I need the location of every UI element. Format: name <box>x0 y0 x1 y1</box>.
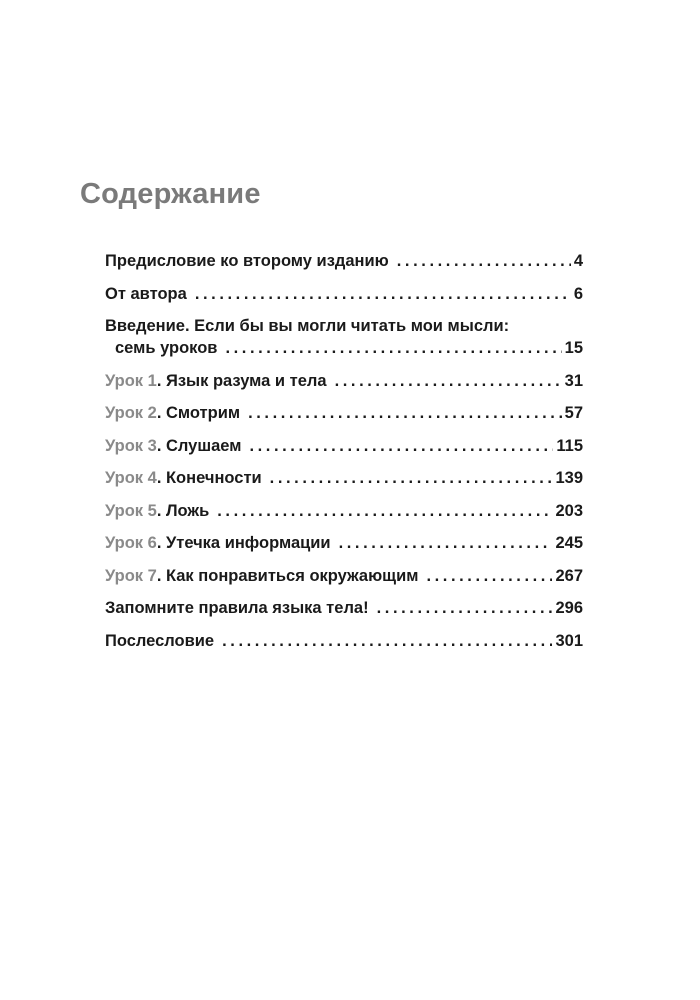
toc-entry-text: . Слушаем <box>156 436 242 455</box>
lesson-label: Урок 4 <box>105 469 157 487</box>
lesson-label: Урок 5 <box>105 501 157 520</box>
toc-entry-text: . Ложь <box>156 501 210 520</box>
toc-page-number: 203 <box>555 501 583 520</box>
dot-leader <box>195 283 571 305</box>
toc-page-number: 6 <box>573 284 583 303</box>
dot-leader <box>270 467 553 489</box>
toc-page-number: 31 <box>564 371 583 390</box>
dot-leader <box>249 435 553 457</box>
toc-page-number: 57 <box>564 404 583 422</box>
lesson-label: Урок 6 <box>105 534 157 552</box>
toc-entry-text: . Утечка информации <box>156 534 331 552</box>
toc-page-number: 4 <box>573 252 583 270</box>
lesson-label: Урок 1 <box>105 371 157 390</box>
toc-page-number: 15 <box>564 339 583 357</box>
toc-entry-text: Предисловие ко второму изданию <box>105 252 389 270</box>
dot-leader <box>377 597 553 619</box>
dot-leader <box>248 402 562 424</box>
toc-entry-afterword[interactable] <box>105 630 583 652</box>
toc-entry-lesson-2[interactable] <box>105 402 583 424</box>
dot-leader <box>222 630 552 652</box>
toc-entry-text: Введение. Если бы вы могли читать мои мысли: <box>105 317 510 335</box>
toc-page-number: 267 <box>555 566 583 585</box>
toc-entry-text: . Конечности <box>156 469 262 487</box>
dot-leader <box>397 250 571 272</box>
toc-entry-text: . Как понравиться окружающим <box>156 566 419 585</box>
toc-entry-text: . Язык разума и тела <box>156 371 327 390</box>
dot-leader <box>217 500 552 522</box>
toc-entry-lesson-7[interactable] <box>105 565 583 587</box>
toc-page-number: 301 <box>555 631 583 650</box>
toc-entry-text: От автора <box>105 284 187 303</box>
toc-page-number: 115 <box>556 436 583 455</box>
toc-entry-text: . Смотрим <box>156 404 241 422</box>
dot-leader <box>225 337 561 359</box>
toc-entry-body-language-rules[interactable] <box>105 597 583 619</box>
dot-leader <box>335 370 562 392</box>
toc-list <box>105 250 583 662</box>
lesson-label: Урок 7 <box>105 566 157 585</box>
toc-entry-lesson-3[interactable] <box>105 435 583 457</box>
toc-entry-lesson-1[interactable] <box>105 370 583 392</box>
toc-entry-lesson-6[interactable] <box>105 532 583 554</box>
toc-entry-text: Послесловие <box>105 631 215 650</box>
lesson-label: Урок 2 <box>105 404 157 422</box>
toc-page-number: 245 <box>555 534 583 552</box>
toc-entry-text-continuation: семь уроков <box>115 339 218 357</box>
toc-entry-text: Запомните правила языка тела! <box>105 599 369 617</box>
dot-leader <box>426 565 552 587</box>
toc-entry-lesson-4[interactable] <box>105 467 583 489</box>
lesson-label: Урок 3 <box>105 436 157 455</box>
toc-title: Содержание <box>80 178 261 210</box>
dot-leader <box>339 532 553 554</box>
toc-entry-introduction[interactable] <box>105 315 583 359</box>
toc-page-number: 296 <box>555 599 583 617</box>
toc-page-number: 139 <box>555 469 583 487</box>
toc-entry-lesson-5[interactable] <box>105 500 583 522</box>
toc-entry-preface-second-edition[interactable] <box>105 250 583 272</box>
toc-entry-from-author[interactable] <box>105 283 583 305</box>
